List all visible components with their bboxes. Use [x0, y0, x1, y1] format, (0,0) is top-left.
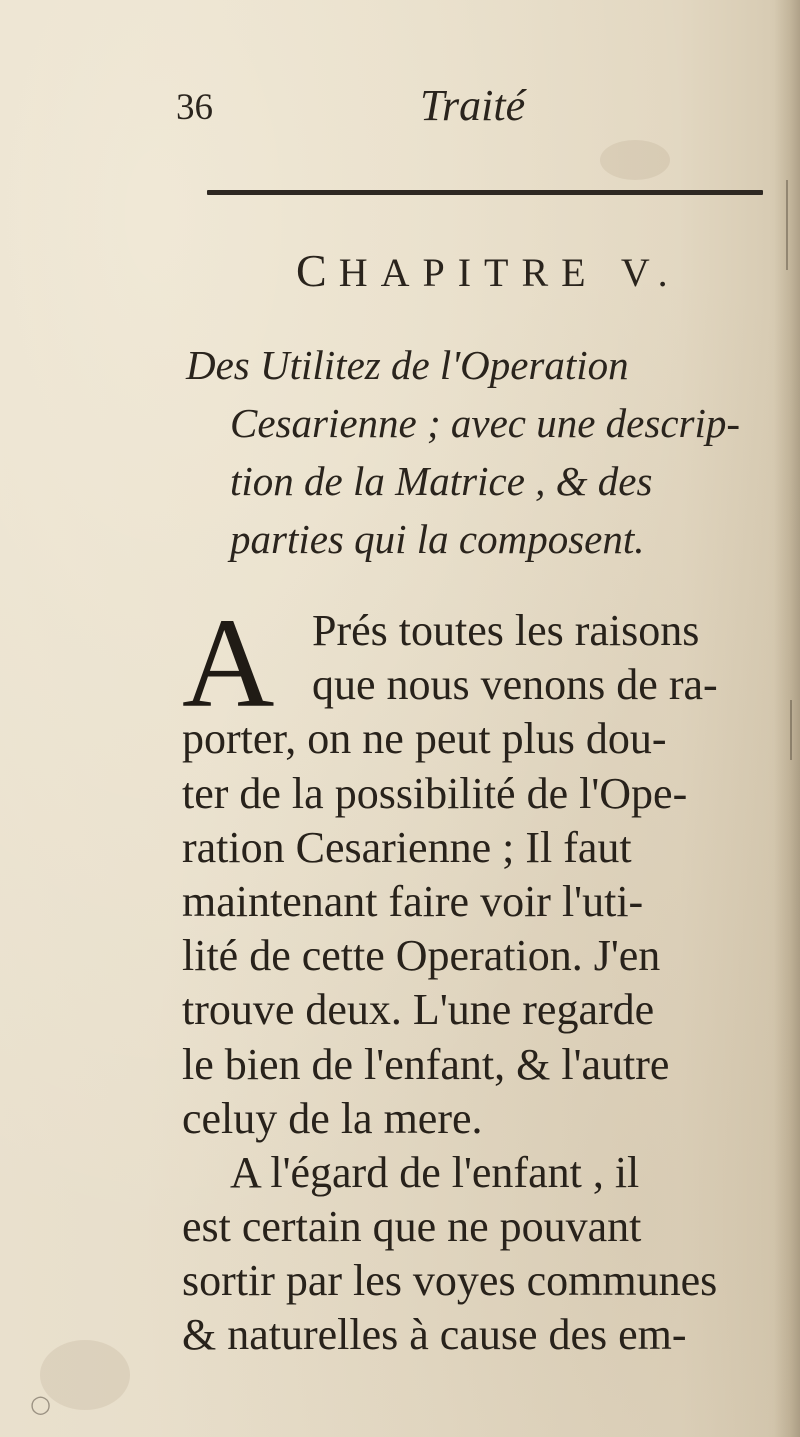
chapter-heading	[296, 244, 681, 297]
text-line: porter, on ne peut plus dou-	[182, 714, 667, 764]
text-line: ration Cesarienne ; Il faut	[182, 822, 632, 872]
running-title: Traité	[420, 81, 526, 130]
text-line: & naturelles à cause des em-	[182, 1310, 687, 1360]
running-head	[172, 78, 762, 138]
chapter-heading-rest: HAPITRE V.	[338, 250, 681, 295]
body-text	[182, 592, 792, 1363]
text-line: sortir par les voyes communes	[182, 1256, 718, 1306]
text-line: A l'égard de l'enfant , il	[230, 1147, 640, 1197]
corner-ink-mark: ○	[30, 1390, 51, 1418]
page-edge-mark	[786, 180, 788, 270]
text-line: ter de la possibilité de l'Ope-	[182, 768, 688, 818]
text-line: le bien de l'enfant, & l'autre	[182, 1039, 670, 1089]
page-number: 36	[176, 87, 213, 128]
paper-stain	[600, 140, 670, 180]
drop-cap: A	[182, 592, 275, 734]
subtitle-line: tion de la Matrice , & des	[230, 458, 653, 504]
subtitle-line: parties qui la composent.	[230, 516, 645, 562]
text-line: est certain que ne pouvant	[182, 1202, 642, 1252]
text-line: que nous venons de ra-	[312, 660, 718, 710]
text-line: celuy de la mere.	[182, 1093, 483, 1143]
subtitle-line: Cesarienne ; avec une descrip-	[230, 400, 741, 446]
chapter-subtitle	[186, 336, 786, 568]
text-line: trouve deux. L'une regarde	[182, 985, 655, 1035]
text-line: Prés toutes les raisons	[312, 606, 700, 655]
chapter-heading-initial: C	[296, 245, 339, 296]
text-line: lité de cette Operation. J'en	[182, 931, 661, 981]
paper-stain	[40, 1340, 130, 1410]
subtitle-line: Des Utilitez de l'Operation	[186, 342, 629, 388]
header-rule	[207, 190, 763, 195]
text-line: maintenant faire voir l'uti-	[182, 876, 644, 926]
